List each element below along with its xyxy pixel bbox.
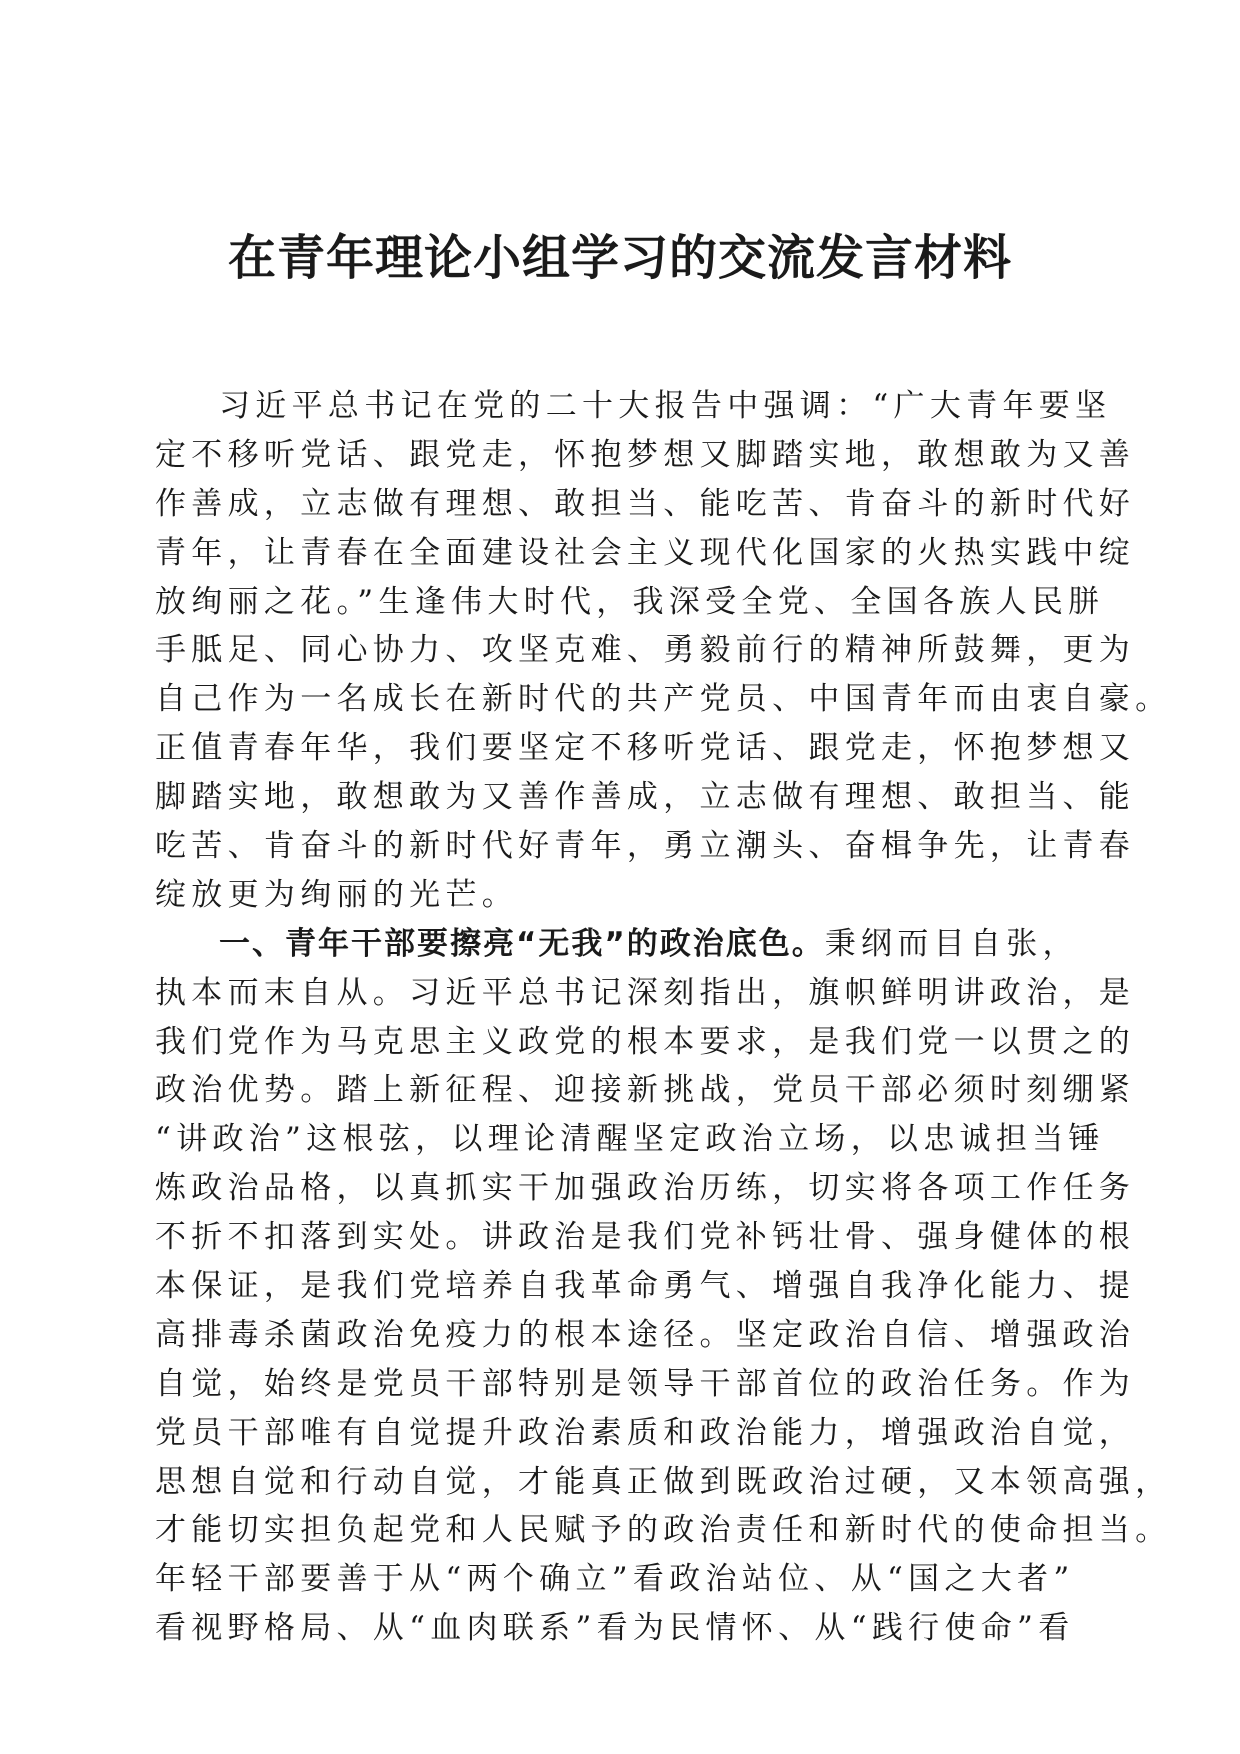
paragraph-line: 执本而末自从。习近平总书记深刻指出，旗帜鲜明讲政治，是 [155,974,1136,1011]
document-title: 在青年理论小组学习的交流发言材料 [227,230,1012,286]
paragraph-line: 青年，让青春在全面建设社会主义现代化国家的火热实践中绽 [155,534,1136,571]
paragraph-line: 年轻干部要善于从“两个确立”看政治站位、从“国之大者” [155,1561,1075,1598]
paragraph-line: 思想自觉和行动自觉，才能真正做到既政治过硬，又本领高强， [155,1463,1172,1500]
paragraph-line: 才能切实担负起党和人民赋予的政治责任和新时代的使命担当。 [155,1512,1172,1549]
section-heading: 一、青年干部要擦亮“无我”的政治底色。 [219,925,825,962]
section-heading-line [155,920,1079,969]
paragraph-line: “讲政治”这根弦，以理论清醒坚定政治立场，以忠诚担当锤 [155,1121,1105,1158]
paragraph-line: 看视野格局、从“血肉联系”看为民情怀、从“践行使命”看 [155,1610,1075,1647]
paragraph-line: 党员干部唯有自觉提升政治素质和政治能力，增强政治自觉， [155,1414,1136,1451]
paragraph-line: 定不移听党话、跟党走，怀抱梦想又脚踏实地，敢想敢为又善 [155,436,1136,473]
paragraph-line: 我们党作为马克思主义政党的根本要求，是我们党一以贯之的 [155,1023,1136,1060]
paragraph-line: 绽放更为绚丽的光芒。 [155,876,518,913]
section-heading-rest: 秉纲而目自张， [824,925,1079,962]
paragraph-line: 炼政治品格，以真抓实干加强政治历练，切实将各项工作任务 [155,1170,1136,1207]
paragraph-line: 放绚丽之花。”生逢伟大时代，我深受全党、全国各族人民胼 [155,583,1105,620]
paragraph-line: 正值青春年华，我们要坚定不移听党话、跟党走，怀抱梦想又 [155,730,1136,767]
paragraph-line: 本保证，是我们党培养自我革命勇气、增强自我净化能力、提 [155,1268,1136,1305]
paragraph-line: 手胝足、同心协力、攻坚克难、勇毅前行的精神所鼓舞，更为 [155,632,1136,669]
paragraph-line: 作善成，立志做有理想、敢担当、能吃苦、肯奋斗的新时代好 [155,485,1136,522]
document-body [155,382,1172,1653]
paragraph-line: 自己作为一名成长在新时代的共产党员、中国青年而由衷自豪。 [155,681,1172,718]
paragraph-line: 自觉，始终是党员干部特别是领导干部首位的政治任务。作为 [155,1365,1136,1402]
paragraph-line: 不折不扣落到实处。讲政治是我们党补钙壮骨、强身健体的根 [155,1219,1136,1256]
paragraph-line: 习近平总书记在党的二十大报告中强调：“广大青年要坚 [219,388,1112,424]
paragraph-line: 高排毒杀菌政治免疫力的根本途径。坚定政治自信、增强政治 [155,1316,1136,1353]
paragraph-line: 脚踏实地，敢想敢为又善作善成，立志做有理想、敢担当、能 [155,779,1136,816]
paragraph-line: 吃苦、肯奋斗的新时代好青年，勇立潮头、奋楫争先，让青春 [155,828,1136,865]
paragraph-line: 政治优势。踏上新征程、迎接新挑战，党员干部必须时刻绷紧 [155,1072,1136,1109]
